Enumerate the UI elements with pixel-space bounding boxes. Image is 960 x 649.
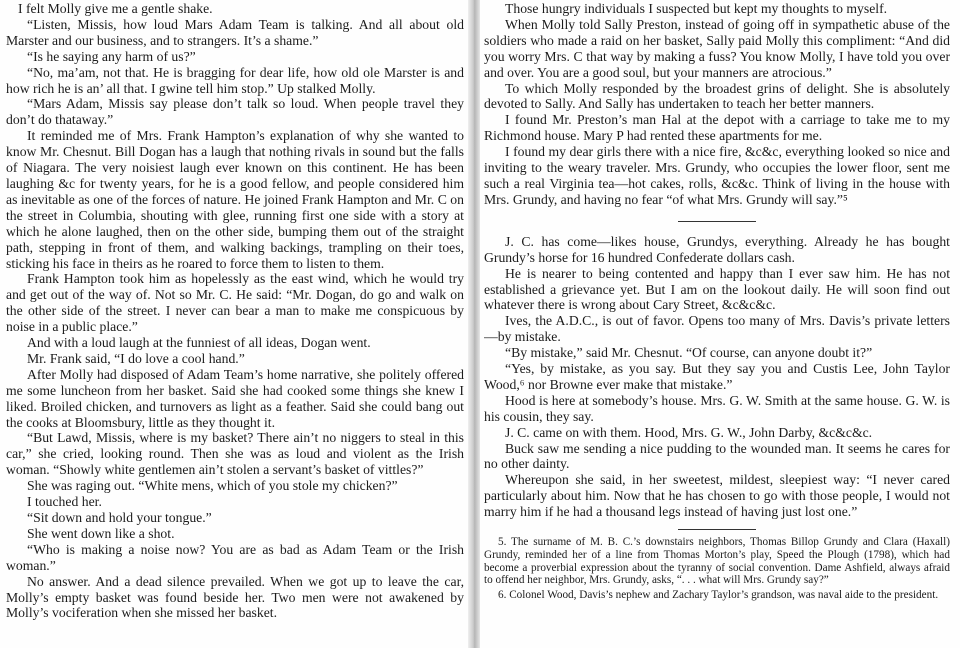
- footnotes: [484, 536, 950, 602]
- left-paragraph-9: Mr. Frank said, “I do love a cool hand.”: [27, 350, 245, 366]
- right-paragraph-7: He is nearer to being contented and happy than I ever saw him. He has not established a grievance yet. But I am on the lookout daily. He will soon find out whatever there is wrong about Cary Street, &c&c&c.: [484, 265, 950, 313]
- left-page: [6, 0, 464, 649]
- left-paragraph-16: “Who is making a noise now? You are as bad as Adam Team or the Irish woman.”: [6, 541, 464, 573]
- left-paragraph-12: She was raging out. “White mens, which of you stole my chicken?”: [27, 478, 398, 494]
- left-paragraph-17: No answer. And a dead silence prevailed. When we got up to leave the car, Molly’s empty basket was found beside her. Two men were not awakened by Molly’s vociferation when she missed her basket.: [6, 573, 464, 621]
- book-gutter: [468, 0, 480, 648]
- left-paragraph-3: “Is he saying any harm of us?”: [27, 48, 196, 64]
- right-paragraph-10: “Yes, by mistake, as you say. But they say you and Custis Lee, John Taylor Wood,⁶ nor Browne ever make that mistake.”: [484, 361, 950, 392]
- right-paragraph-2: When Molly told Sally Preston, instead of going off in sympathetic abuse of the soldiers who made a raid on her basket, Sally paid Molly this compliment: “And did you worry Mrs. C that way by making a fuss? You know Molly, I have told you over and over. You are a good soul, but your manners are atrocious.”: [484, 16, 950, 80]
- left-paragraph-7: Frank Hampton took him as hopelessly as the east wind, which he would try and get out of the way of. Not so Mr. C. He said: “Mr. Dogan, do go and walk on the other side of the street. I never can bear a man to make me conspicuous by noise in a public place.”: [6, 271, 464, 335]
- footnote-5: 5. The surname of M. B. C.’s downstairs neighbors, Thomas Billop Grundy and Clara (Haxall) Grundy, reminded her of a line from Thomas Morton’s play, Speed the Plough (1798), which had become a proverbial expression about the tyranny of social convention. Dame Ashfield, always afraid to offend her neighbor, Mrs. Grundy, asks, “. . . what will Mrs. Grundy say?”: [484, 536, 950, 587]
- right-paragraph-3: To which Molly responded by the broadest grins of delight. She is absolutely devoted to Sally. And Sally has undertaken to teach her better manners.: [484, 80, 950, 112]
- right-page: [484, 0, 950, 649]
- left-paragraph-4: “No, ma’am, not that. He is bragging for dear life, how old ole Marster is and how rich he is an’ all that. I gwine tell him stop.” Up stalked Molly.: [6, 64, 464, 96]
- right-paragraph-14: Whereupon she said, in her sweetest, mildest, sleepiest way: “I never cared particularly about him. Now that he has chosen to go with those people, I would not marry him if he had a thousand legs instead of having just lost one.”: [484, 472, 950, 520]
- left-paragraph-14: “Sit down and hold your tongue.”: [27, 510, 212, 525]
- footnote-6: 6. Colonel Wood, Davis’s nephew and Zachary Taylor’s grandson, was naval aide to the president.: [498, 589, 939, 602]
- left-paragraph-5: “Mars Adam, Missis say please don’t talk so loud. When people travel they don’t do thataway.”: [6, 96, 464, 128]
- right-paragraph-4: I found Mr. Preston’s man Hal at the depot with a carriage to take me to my Richmond house. Mary P had rented these apartments for me.: [484, 112, 950, 144]
- footnote-divider: [678, 529, 756, 530]
- left-paragraph-6: It reminded me of Mrs. Frank Hampton’s explanation of why she wanted to know Mr. Chesnut. Bill Dogan has a laugh that nothing rivals in sound but the falls of Niagara. The very noisiest laugh ever known on this continent. He has been laughing &c for twenty years, for he is a good fellow, and people considered him as inevitable as one of the forces of nature. He joined Frank Hampton and Mr. C on the street in Columbia, shouting with glee, running first one side with a story at which he alone laughed, then on the other side, bumping them out of the straight path, stepping in front of them, and walking backings, trampling on their toes, sticking his face in theirs as he roared to force them to listen to them.: [6, 128, 464, 271]
- left-paragraph-13: I touched her.: [27, 494, 102, 510]
- left-paragraph-1: I felt Molly give me a gentle shake.: [18, 1, 213, 16]
- right-paragraph-13: Buck saw me sending a nice pudding to the wounded man. It seems he cares for no other dainty.: [484, 440, 950, 472]
- right-paragraph-5: I found my dear girls there with a nice fire, &c&c, everything looked so nice and inviting to the weary traveler. Mrs. Grundy, who occupies the lower floor, sent me such a real Virginia tea—hot cakes, rolls, &c&c. Think of living in the house with Mrs. Grundy, and having no fear “of what Mrs. Grundy will say.”⁵: [484, 144, 950, 207]
- left-paragraph-11: “But Lawd, Missis, where is my basket? There ain’t no niggers to steal in this car,” she cried, looking round. Then she was as loud and violent as the Irish woman. “Showly white gentlemen ain’t stolen a servant’s basket of vittles?”: [6, 430, 464, 478]
- left-paragraph-10: After Molly had disposed of Adam Team’s home narrative, she politely offered me some luncheon from her basket. Said she had cooked some things she knew I liked. Broiled chicken, and turnovers as light as a feather. Said she could bang out the cooks at Bloomsbury, little as they thought it.: [6, 366, 464, 430]
- left-paragraph-15: She went down like a shot.: [27, 525, 175, 541]
- left-paragraph-8: And with a loud laugh at the funniest of all ideas, Dogan went.: [27, 335, 371, 351]
- right-paragraph-8: Ives, the A.D.C., is out of favor. Opens too many of Mrs. Davis’s private letters—by mistake.: [484, 313, 950, 345]
- section-divider: [678, 221, 756, 222]
- right-paragraph-1: Those hungry individuals I suspected but kept my thoughts to myself.: [505, 1, 888, 16]
- right-paragraph-9: “By mistake,” said Mr. Chesnut. “Of course, can anyone doubt it?”: [505, 345, 873, 361]
- left-paragraph-2: “Listen, Missis, how loud Mars Adam Team is talking. And all about old Marster and our business, and to strangers. It’s a shame.”: [6, 16, 464, 48]
- right-paragraph-11: Hood is here at somebody’s house. Mrs. G. W. Smith at the same house. G. W. is his cousin, they say.: [484, 392, 950, 424]
- right-paragraph-6: J. C. has come—likes house, Grundys, everything. Already he has bought Grundy’s horse for 16 hundred Confederate dollars cash.: [484, 233, 950, 265]
- right-paragraph-12: J. C. came on with them. Hood, Mrs. G. W., John Darby, &c&c&c.: [505, 424, 873, 440]
